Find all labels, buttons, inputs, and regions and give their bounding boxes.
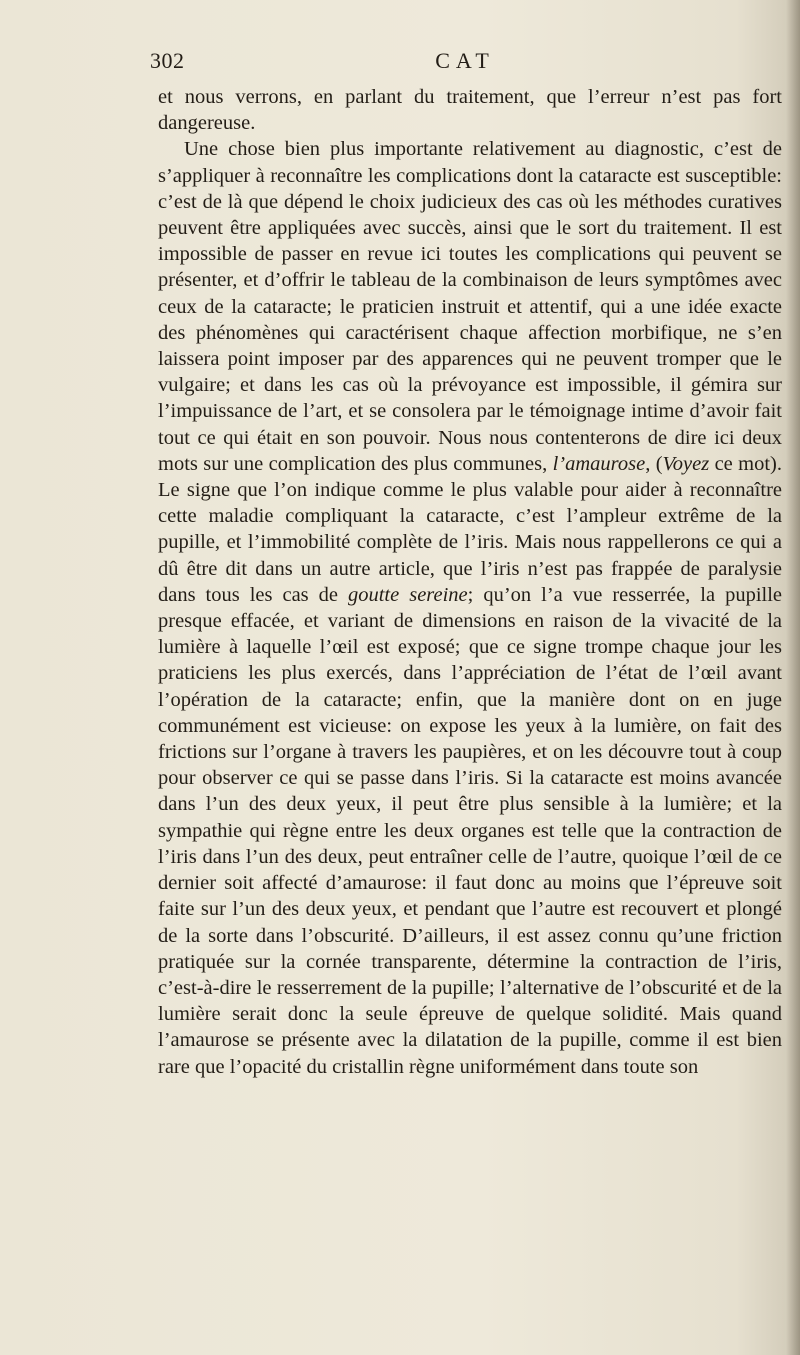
paragraph-2-text: ; qu’on l’a vue resserrée, la pupille presque effacée, et variant de dimensions en raison de la vivacité de la lumière à laquelle l’œil est exposé; que ce signe trompe chaque jour les praticiens les plus exercés, dans l’appréciation de l’état de l’œil avant l’opération de la cataracte; enfin, que la manière dont on en juge communément est vicieuse: on expose les yeux à la lumière, on fait des frictions sur l’organe à travers les paupières, et on les découvre tout à coup pour observer ce qui se passe dans l’iris. Si la cataracte est moins avancée dans l’un des deux yeux, il peut être plus sensible à la lumière; et la sympathie qui règne entre les deux organes est telle que la contraction de l’iris dans l’un des deux, peut entraîner celle de l’autre, quoique l’œil de ce dernier soit affecté d’amaurose: il faut donc au moins que l’épreuve soit faite sur l’un des deux yeux, et pendant que l’autre est recouvert et plongé de la sorte dans l’obscurité. D’ailleurs, il est assez connu qu’une friction pratiquée sur la cornée transparente, détermine la contraction de l’iris, c’est-à-dire le resserrement de la pupille; l’alternative de l’obscurité et de la lumière serait donc la seule épreuve de quelque solidité. Mais quand l’amaurose se présente avec la dilatation de la pupille, comme il est bien rare que l’opacité du cristallin règne uniformément dans toute son (158, 583, 782, 1078)
body-text (158, 84, 782, 1080)
paragraph-2 (158, 136, 782, 1079)
page-number: 302 (150, 48, 185, 73)
paragraph-2-text: , ( (645, 452, 663, 475)
paragraph-2-text: ce mot). Le signe que l’on indique comme le plus valable pour aider à reconnaître cette maladie compliquant la cataracte, c’est l’ampleur extrême de la pupille, et l’immobilité complète de l’iris. Mais nous rappellerons ce qui a dû être dit dans un autre article, que l’iris n’est pas frappée de paralysie dans tous les cas de (158, 452, 782, 606)
italic-term-goutte-sereine: goutte sereine (347, 583, 468, 606)
paragraph-1 (158, 84, 782, 136)
page-header (150, 48, 780, 78)
paragraph-1-text: et nous verrons, en parlant du traitement, que l’erreur n’est pas fort dangereuse. (158, 86, 782, 135)
running-head: CAT (435, 48, 495, 73)
page-edge-shadow (786, 0, 800, 1355)
italic-term-amaurose: l’amaurose (552, 452, 646, 475)
italic-term-voyez: Voyez (662, 452, 710, 475)
paragraph-2-text: Une chose bien plus importante relativement au diagnostic, c’est de s’appliquer à reconnaître les complications dont la cataracte est susceptible: c’est de là que dépend le choix judicieux des cas où les méthodes curatives peuvent être appliquées avec succès, ainsi que le sort du traitement. Il est impossible de passer en revue ici toutes les complications qui peuvent se présenter, et d’offrir le tableau de la combinaison de leurs symptômes avec ceux de la cataracte; le praticien instruit et attentif, qui a une idée exacte des phénomènes qui caractérisent chaque affection morbifique, ne s’en laissera point imposer par des apparences qui ne peuvent tromper que le vulgaire; et dans les cas où la prévoyance est impossible, il gémira sur l’impuissance de l’art, et se consolera par le témoignage intime d’avoir fait tout ce qui était en son pouvoir. Nous nous contenterons de dire ici deux mots sur une complication des plus communes, (158, 138, 782, 475)
